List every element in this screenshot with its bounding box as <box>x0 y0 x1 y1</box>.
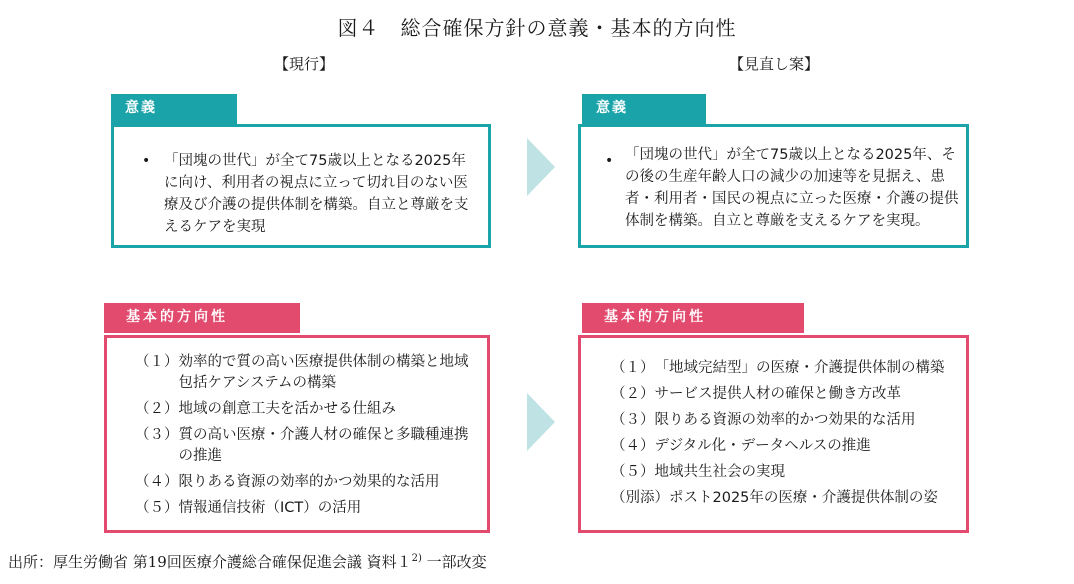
revised-significance-box <box>578 124 969 248</box>
revised-direction-label: 基本的方向性 <box>582 303 804 333</box>
list-item: （２） サービス提供人材の確保と働き方改革 <box>611 386 901 402</box>
revised-directions-box <box>578 335 969 533</box>
list-item: （５） 地域共生社会の実現 <box>611 464 785 480</box>
current-significance-label: 意義 <box>111 94 237 124</box>
bullet-icon: • <box>142 153 151 169</box>
arrow-right-icon <box>527 393 555 451</box>
current-directions-box <box>104 335 490 533</box>
arrow-right-icon <box>527 138 555 196</box>
list-item: （３） 質の高い医療・介護人材の確保と多職種連携の推進 <box>135 427 469 464</box>
revised-significance-text: 「団塊の世代」が全て75歳以上となる2025年、その後の生産年齢人口の減少の加速等を見据え、患者・利用者・国民の視点に立った医療・介護の提供体制を構築。自立と尊厳を支えるケアを実現。 <box>625 147 959 229</box>
list-item: （５） 情報通信技術（ICT）の活用 <box>135 500 362 516</box>
list-item: （４） 限りある資源の効率的かつ効果的な活用 <box>135 474 440 490</box>
list-item: （３） 限りある資源の効率的かつ効果的な活用 <box>611 412 916 428</box>
current-header: 【現行】 <box>273 55 334 73</box>
current-significance-text: 「団塊の世代」が全て75歳以上となる2025年に向け、利用者の視点に立って切れ目のない医療及び介護の提供体制を構築。自立と尊厳を支えるケアを実現 <box>164 153 469 235</box>
revised-significance-label: 意義 <box>582 94 706 124</box>
bullet-icon: • <box>605 153 614 169</box>
list-item: （４） デジタル化・データヘルスの推進 <box>611 438 871 454</box>
revised-header: 【見直し案】 <box>728 55 819 73</box>
revised-directions-list <box>611 358 963 514</box>
list-item: （１） 「地域完結型」の医療・介護提供体制の構築 <box>611 360 945 376</box>
list-item: （１） 効率的で質の高い医療提供体制の構築と地域包括ケアシステムの構築 <box>135 354 469 391</box>
list-item: （別添） ポスト2025年の医療・介護提供体制の姿 <box>611 490 938 506</box>
current-direction-label: 基本的方向性 <box>104 303 300 333</box>
source-note: 出所：厚生労働省 第19回医療介護総合確保促進会議 資料１$^{2)}$ 一部改変 <box>8 553 487 571</box>
figure-title: 図４ 総合確保方針の意義・基本的方向性 <box>337 16 737 40</box>
current-significance-box <box>111 124 491 248</box>
list-item: （２） 地域の創意工夫を活かせる仕組み <box>135 401 396 417</box>
current-directions-list <box>135 352 481 524</box>
